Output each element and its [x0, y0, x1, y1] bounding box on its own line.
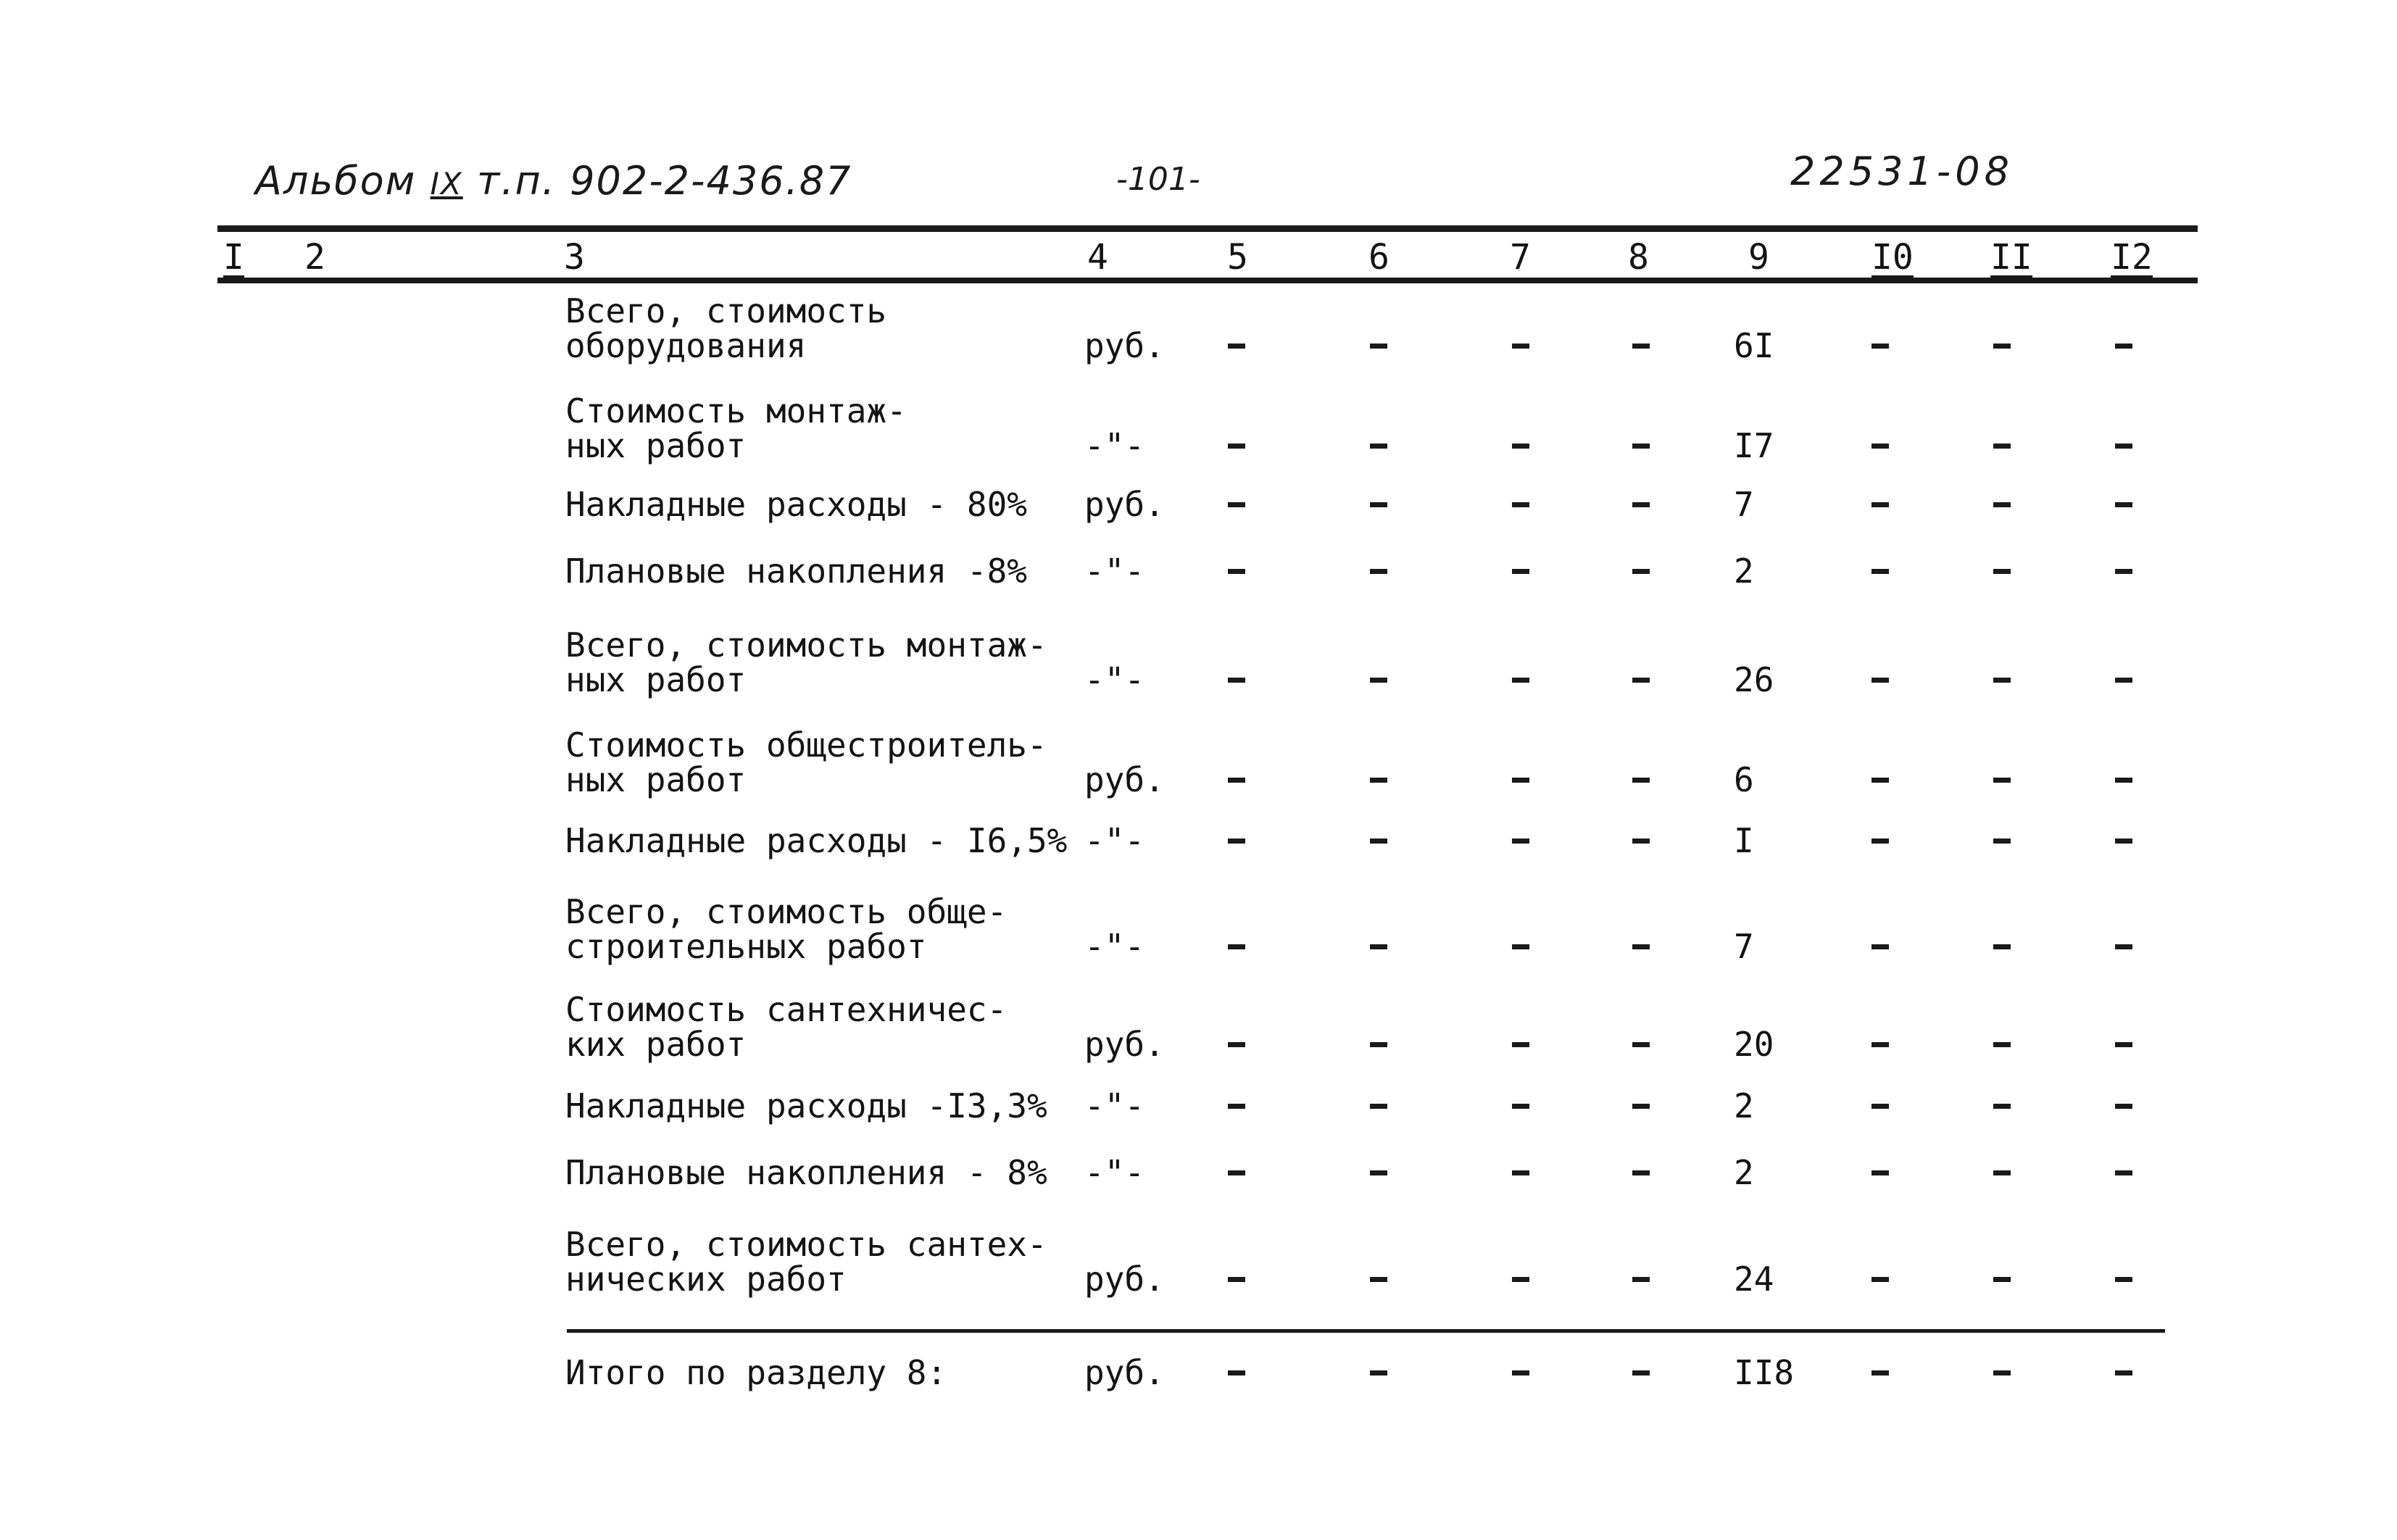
row-description: Стоимость сантехничес- ких работ	[565, 990, 1008, 1064]
column-number-10: I0	[1872, 237, 1914, 278]
row-description: Итого по разделу 8:	[565, 1353, 947, 1392]
column-number-1: I	[223, 237, 244, 278]
album-reference	[255, 158, 852, 204]
column-number-6: 6	[1368, 237, 1389, 278]
column-number-4: 4	[1087, 237, 1108, 278]
empty-cell-dash	[1512, 444, 1529, 449]
column-number-11: II	[1990, 237, 2032, 278]
column-number-3: 3	[564, 237, 585, 278]
empty-cell-dash	[1228, 838, 1245, 844]
empty-cell-dash	[1993, 1370, 2011, 1375]
empty-cell-dash	[1993, 502, 2011, 507]
row-description: Стоимость монтаж- ных работ	[565, 391, 907, 465]
album-project-code: т.п. 902-2-436.87	[462, 158, 852, 204]
row-description: Всего, стоимость оборудования	[565, 291, 887, 365]
row-unit: руб.	[1084, 760, 1165, 799]
empty-cell-dash	[1512, 1370, 1529, 1375]
empty-cell-dash	[1512, 1042, 1529, 1047]
row-unit: руб.	[1084, 1025, 1165, 1064]
column-9-value: 7	[1734, 485, 1754, 524]
empty-cell-dash	[1512, 838, 1529, 844]
empty-cell-dash	[1370, 569, 1387, 574]
row-description: Накладные расходы - I6,5%	[565, 821, 1068, 860]
column-9-value: 6I	[1734, 326, 1774, 365]
row-unit: -"-	[1084, 552, 1145, 591]
empty-cell-dash	[1370, 1042, 1387, 1047]
column-number-8: 8	[1628, 237, 1649, 278]
empty-cell-dash	[1993, 1104, 2011, 1109]
empty-cell-dash	[1872, 778, 1889, 783]
empty-cell-dash	[1228, 1277, 1245, 1282]
column-9-value: 2	[1734, 1153, 1754, 1192]
empty-cell-dash	[1872, 838, 1889, 844]
empty-cell-dash	[2115, 678, 2132, 683]
empty-cell-dash	[1512, 944, 1529, 949]
empty-cell-dash	[2115, 1277, 2132, 1282]
empty-cell-dash	[1872, 944, 1889, 949]
row-unit: руб.	[1084, 1260, 1165, 1299]
empty-cell-dash	[1228, 444, 1245, 449]
empty-cell-dash	[1370, 1104, 1387, 1109]
empty-cell-dash	[1993, 344, 2011, 349]
empty-cell-dash	[1872, 1104, 1889, 1109]
empty-cell-dash	[1370, 1277, 1387, 1282]
empty-cell-dash	[1993, 444, 2011, 449]
empty-cell-dash	[1512, 778, 1529, 783]
row-unit: -"-	[1084, 821, 1145, 860]
empty-cell-dash	[1370, 678, 1387, 683]
empty-cell-dash	[1512, 678, 1529, 683]
column-number-9: 9	[1748, 237, 1769, 278]
empty-cell-dash	[2115, 502, 2132, 507]
empty-cell-dash	[2115, 944, 2132, 949]
document-number: 22531-08	[1790, 149, 2014, 194]
album-volume: IX	[430, 166, 463, 201]
column-9-value: II8	[1734, 1353, 1795, 1392]
empty-cell-dash	[1993, 944, 2011, 949]
empty-cell-dash	[1632, 1104, 1650, 1109]
row-unit: руб.	[1084, 485, 1165, 524]
empty-cell-dash	[2115, 1170, 2132, 1175]
empty-cell-dash	[1228, 344, 1245, 349]
subtotal-rule	[567, 1329, 2165, 1333]
empty-cell-dash	[1512, 502, 1529, 507]
column-number-12: I2	[2111, 237, 2153, 278]
column-9-value: 7	[1734, 927, 1754, 966]
album-prefix: Альбом	[255, 158, 431, 204]
empty-cell-dash	[1872, 1042, 1889, 1047]
empty-cell-dash	[1370, 1370, 1387, 1375]
column-number-7: 7	[1510, 237, 1531, 278]
empty-cell-dash	[1228, 1104, 1245, 1109]
empty-cell-dash	[1632, 569, 1650, 574]
row-description: Всего, стоимость обще- строительных работ	[565, 892, 1008, 966]
column-9-value: I7	[1734, 426, 1774, 465]
row-description: Накладные расходы - 80%	[565, 485, 1027, 524]
empty-cell-dash	[1632, 678, 1650, 683]
table-header-rule	[217, 278, 2198, 283]
empty-cell-dash	[1872, 569, 1889, 574]
empty-cell-dash	[1632, 944, 1650, 949]
empty-cell-dash	[1872, 344, 1889, 349]
empty-cell-dash	[1632, 778, 1650, 783]
empty-cell-dash	[1993, 569, 2011, 574]
empty-cell-dash	[2115, 778, 2132, 783]
row-description: Накладные расходы -I3,3%	[565, 1086, 1047, 1125]
empty-cell-dash	[1632, 1042, 1650, 1047]
column-9-value: 6	[1734, 760, 1754, 799]
empty-cell-dash	[1228, 1370, 1245, 1375]
empty-cell-dash	[1632, 502, 1650, 507]
row-unit: -"-	[1084, 1086, 1145, 1125]
row-description: Всего, стоимость сантех- нических работ	[565, 1225, 1047, 1299]
empty-cell-dash	[1632, 1170, 1650, 1175]
empty-cell-dash	[1632, 344, 1650, 349]
empty-cell-dash	[1872, 1170, 1889, 1175]
empty-cell-dash	[2115, 838, 2132, 844]
empty-cell-dash	[1370, 838, 1387, 844]
empty-cell-dash	[1512, 1170, 1529, 1175]
row-unit: руб.	[1084, 326, 1165, 365]
column-9-value: 20	[1734, 1025, 1774, 1064]
empty-cell-dash	[1993, 838, 2011, 844]
empty-cell-dash	[1632, 1370, 1650, 1375]
empty-cell-dash	[1228, 1042, 1245, 1047]
empty-cell-dash	[1370, 944, 1387, 949]
empty-cell-dash	[1632, 444, 1650, 449]
row-unit: -"-	[1084, 927, 1145, 966]
empty-cell-dash	[1632, 1277, 1650, 1282]
row-description: Плановые накопления -8%	[565, 552, 1027, 591]
row-description: Плановые накопления - 8%	[565, 1153, 1047, 1192]
empty-cell-dash	[1228, 678, 1245, 683]
empty-cell-dash	[2115, 1042, 2132, 1047]
empty-cell-dash	[1872, 678, 1889, 683]
empty-cell-dash	[1228, 502, 1245, 507]
empty-cell-dash	[1512, 1104, 1529, 1109]
empty-cell-dash	[1512, 569, 1529, 574]
empty-cell-dash	[1632, 838, 1650, 844]
empty-cell-dash	[2115, 569, 2132, 574]
empty-cell-dash	[2115, 1104, 2132, 1109]
empty-cell-dash	[1370, 444, 1387, 449]
row-description: Стоимость общестроитель- ных работ	[565, 725, 1047, 799]
row-unit: -"-	[1084, 1153, 1145, 1192]
empty-cell-dash	[1872, 502, 1889, 507]
column-9-value: 2	[1734, 552, 1754, 591]
row-unit: руб.	[1084, 1353, 1165, 1392]
empty-cell-dash	[1872, 1277, 1889, 1282]
empty-cell-dash	[2115, 1370, 2132, 1375]
table-top-rule	[217, 225, 2198, 232]
empty-cell-dash	[1993, 1170, 2011, 1175]
row-unit: -"-	[1084, 426, 1145, 465]
empty-cell-dash	[1872, 444, 1889, 449]
empty-cell-dash	[1993, 1277, 2011, 1282]
empty-cell-dash	[1993, 1042, 2011, 1047]
column-number-5: 5	[1227, 237, 1248, 278]
empty-cell-dash	[1370, 1170, 1387, 1175]
empty-cell-dash	[2115, 344, 2132, 349]
column-9-value: I	[1734, 821, 1754, 860]
empty-cell-dash	[1228, 778, 1245, 783]
row-description: Всего, стоимость монтаж- ных работ	[565, 625, 1047, 699]
empty-cell-dash	[1512, 344, 1529, 349]
page-number: -101-	[1116, 161, 1200, 198]
empty-cell-dash	[1993, 678, 2011, 683]
column-9-value: 24	[1734, 1260, 1774, 1299]
column-number-2: 2	[304, 237, 325, 278]
empty-cell-dash	[1993, 778, 2011, 783]
empty-cell-dash	[1228, 944, 1245, 949]
empty-cell-dash	[2115, 444, 2132, 449]
empty-cell-dash	[1370, 778, 1387, 783]
row-unit: -"-	[1084, 660, 1145, 699]
empty-cell-dash	[1872, 1370, 1889, 1375]
empty-cell-dash	[1370, 344, 1387, 349]
column-9-value: 2	[1734, 1086, 1754, 1125]
empty-cell-dash	[1228, 569, 1245, 574]
column-9-value: 26	[1734, 660, 1774, 699]
empty-cell-dash	[1228, 1170, 1245, 1175]
empty-cell-dash	[1512, 1277, 1529, 1282]
empty-cell-dash	[1370, 502, 1387, 507]
